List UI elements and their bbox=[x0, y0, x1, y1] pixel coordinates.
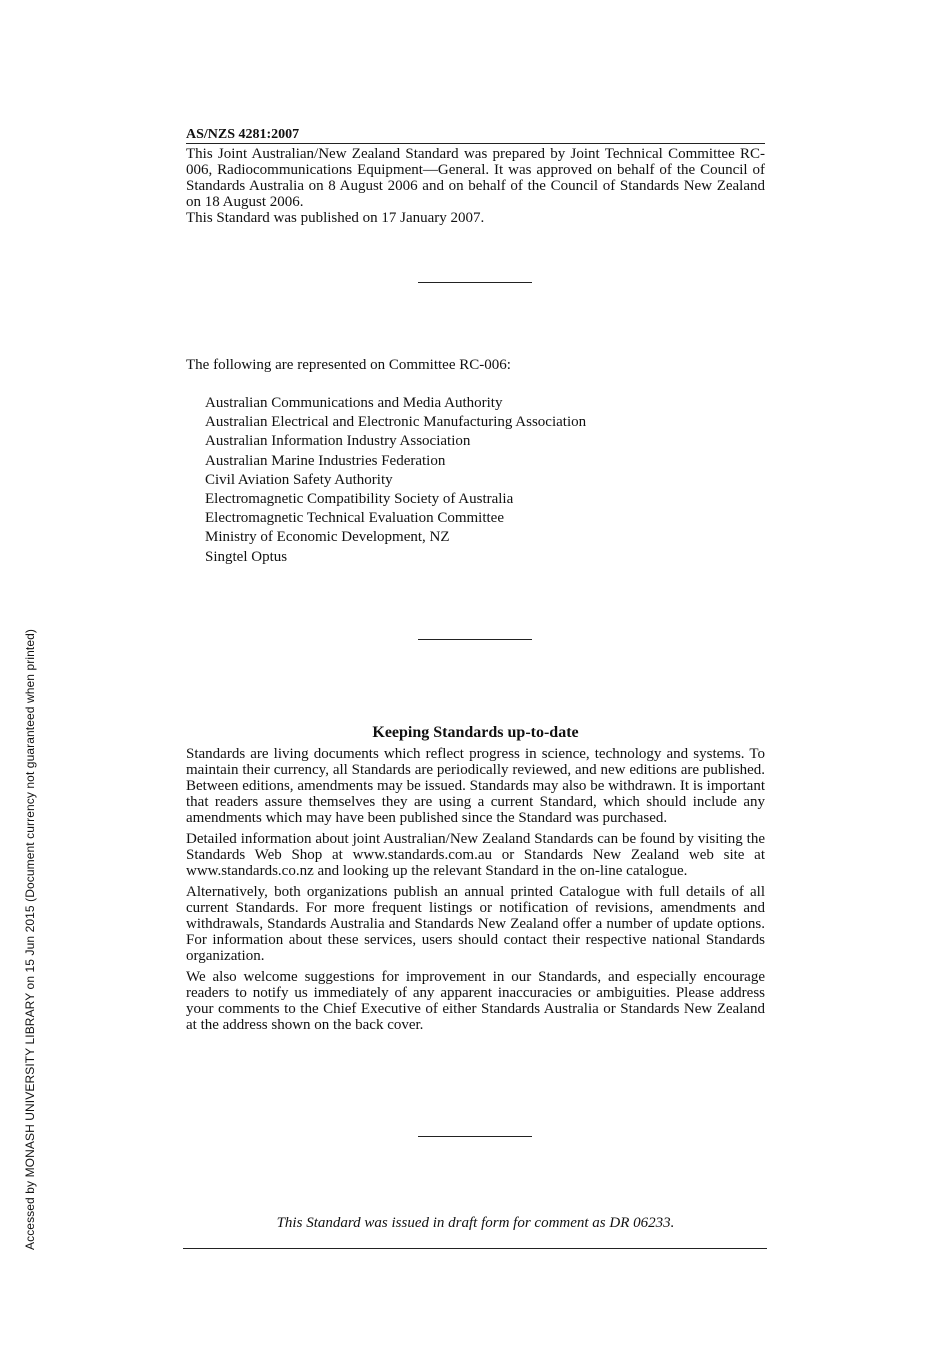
list-item: Australian Marine Industries Federation bbox=[205, 452, 446, 469]
paragraph: Detailed information about joint Australian/New Zealand Standards can be found by visiting the Standards Web Shop at www.standards.com.au or Standards New Zealand web site at www.standards.co.nz and looking up the relevant Standard in the on-line catalogue. bbox=[186, 831, 765, 879]
preparation-statement bbox=[186, 146, 765, 226]
paragraph: We also welcome suggestions for improvement in our Standards, and especially encourage readers to notify us immediately of any apparent inaccuracies or ambiguities. Please address your comments to the Chief Executive of either Standards Australia or Standards New Zealand at the address shown on the back cover. bbox=[186, 969, 765, 1033]
list-item: Civil Aviation Safety Authority bbox=[205, 471, 393, 488]
draft-note: This Standard was issued in draft form for comment as DR 06233. bbox=[276, 1215, 675, 1231]
document-id: AS/NZS 4281:2007 bbox=[186, 127, 765, 144]
list-item: Australian Communications and Media Authority bbox=[205, 395, 503, 411]
committee-member-list bbox=[205, 394, 586, 567]
list-item: Ministry of Economic Development, NZ bbox=[205, 529, 450, 546]
approval-paragraph: This Joint Australian/New Zealand Standard was prepared by Joint Technical Committee RC-006, Radiocommunications Equipment—General. It was approved on behalf of the Council of Standards Australia on 8 August 2006 and on behalf of the Council of Standards New Zealand on 18 August 2006. bbox=[186, 146, 765, 210]
list-item: Singtel Optus bbox=[205, 548, 288, 565]
section-heading: Keeping Standards up-to-date bbox=[372, 724, 579, 741]
paragraph: Standards are living documents which reflect progress in science, technology and systems. To maintain their currency, all Standards are periodically reviewed, and new editions are published. Between editions, amendments may be issued. Standards may also be withdrawn. It is important that readers assure themselves they are using a current Standard, which should include any amendments which may have been published since the Standard was purchased. bbox=[186, 746, 765, 826]
section-divider bbox=[418, 1136, 532, 1137]
list-item: Electromagnetic Technical Evaluation Committee bbox=[205, 510, 504, 527]
published-date-line: This Standard was published on 17 January 2007. bbox=[186, 210, 485, 226]
paragraph: Alternatively, both organizations publish an annual printed Catalogue with full details of all current Standards. For more frequent listings or notification of revisions, amendments and withdrawals, Standards Australia and Standards New Zealand offer a number of update options. For information about these services, users should contact their respective national Standards organization. bbox=[186, 884, 765, 964]
list-item: Electromagnetic Compatibility Society of Australia bbox=[205, 491, 514, 508]
keeping-standards-section bbox=[186, 746, 765, 1038]
list-item: Australian Electrical and Electronic Manufacturing Association bbox=[205, 414, 587, 431]
footer-rule bbox=[183, 1248, 767, 1249]
section-divider bbox=[418, 639, 532, 640]
section-divider bbox=[418, 282, 532, 283]
access-watermark: Accessed by MONASH UNIVERSITY LIBRARY on 15 Jun 2015 (Document currency not guaranteed when printed) bbox=[23, 629, 37, 1250]
list-item: Australian Information Industry Association bbox=[205, 433, 471, 450]
committee-intro: The following are represented on Committee RC-006: bbox=[186, 357, 511, 373]
